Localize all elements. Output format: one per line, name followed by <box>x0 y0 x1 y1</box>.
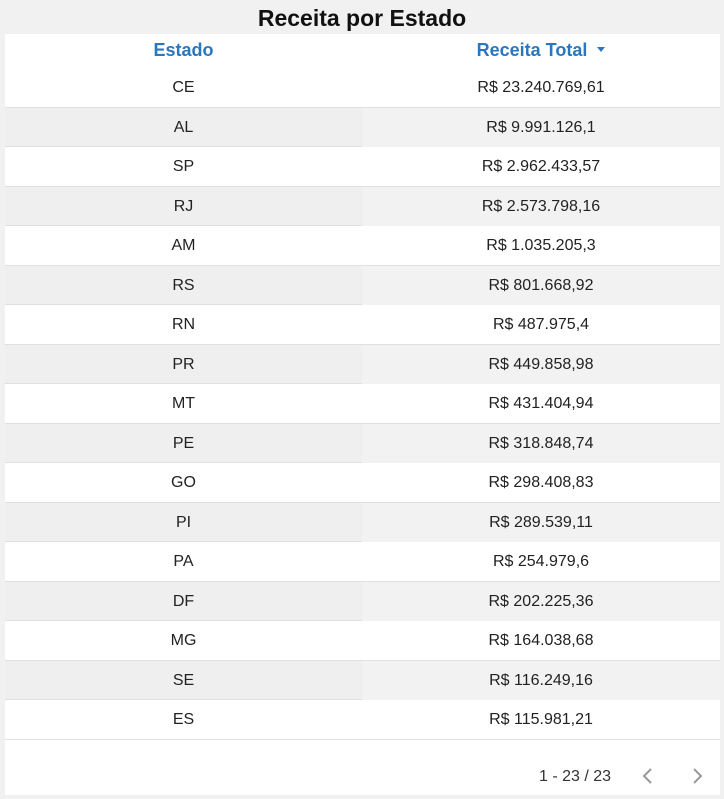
cell-receita-total: R$ 298.408,83 <box>488 474 594 491</box>
table-row <box>5 147 720 187</box>
table-row <box>5 424 720 464</box>
cell-estado: MG <box>170 632 197 649</box>
cell-receita-total: R$ 801.668,92 <box>362 266 720 305</box>
table-row <box>5 700 720 740</box>
cell-receita-total: R$ 487.975,4 <box>492 316 590 333</box>
cell-estado: MT <box>171 395 196 412</box>
chevron-right-icon <box>685 764 709 788</box>
table-row <box>5 582 720 622</box>
cell-estado: AL <box>173 118 194 136</box>
chart-title: Receita por Estado <box>257 5 467 31</box>
table-row <box>5 661 720 701</box>
sort-descending-icon[interactable] <box>597 47 605 52</box>
chevron-left-icon <box>636 764 660 788</box>
table-row <box>5 305 720 345</box>
table-header <box>5 34 720 68</box>
cell-estado: PI <box>175 513 192 531</box>
pagination-label: 1 - 23 / 23 <box>538 768 612 785</box>
cell-estado: CE <box>172 79 195 96</box>
cell-receita-total: R$ 2.962.433,57 <box>481 158 601 175</box>
table-body <box>5 68 720 740</box>
cell-receita-total: R$ 318.848,74 <box>362 424 720 463</box>
cell-receita-total: R$ 254.979,6 <box>492 553 590 570</box>
table-row <box>5 266 720 306</box>
cell-estado: PA <box>173 553 194 570</box>
cell-receita-total: R$ 116.249,16 <box>362 661 720 700</box>
cell-receita-total: R$ 1.035.205,3 <box>486 237 596 254</box>
table-row <box>5 108 720 148</box>
table-row <box>5 463 720 503</box>
cell-receita-total: R$ 164.038,68 <box>488 632 594 649</box>
cell-receita-total: R$ 115.981,21 <box>489 711 593 728</box>
table-row <box>5 226 720 266</box>
table-footer <box>5 758 720 795</box>
cell-receita-total: R$ 202.225,36 <box>362 582 720 621</box>
cell-estado: SE <box>172 671 195 689</box>
cell-estado: AM <box>171 237 196 254</box>
cell-estado: RS <box>172 276 195 294</box>
table-row <box>5 384 720 424</box>
cell-estado: SP <box>172 158 195 175</box>
cell-receita-total: R$ 9.991.126,1 <box>362 108 720 147</box>
column-header-receita-total[interactable] <box>362 34 720 66</box>
cell-estado: RN <box>171 316 196 333</box>
cell-receita-total: R$ 449.858,98 <box>362 345 720 384</box>
table-row <box>5 503 720 543</box>
cell-receita-total: R$ 431.404,94 <box>488 395 594 412</box>
table-row <box>5 187 720 227</box>
table-row <box>5 542 720 582</box>
cell-estado: RJ <box>173 197 194 215</box>
cell-receita-total: R$ 289.539,11 <box>362 503 720 542</box>
table-row <box>5 345 720 385</box>
cell-estado: ES <box>172 711 195 728</box>
column-header-receita-label: Receita Total <box>476 40 588 60</box>
table-row <box>5 621 720 661</box>
table-row <box>5 68 720 108</box>
cell-estado: GO <box>171 474 196 491</box>
cell-estado: PE <box>172 434 195 452</box>
cell-estado: DF <box>172 592 195 610</box>
column-header-estado[interactable]: Estado <box>153 40 214 60</box>
table-panel <box>5 34 720 795</box>
cell-receita-total: R$ 23.240.769,61 <box>477 79 605 96</box>
cell-receita-total: R$ 2.573.798,16 <box>362 187 720 226</box>
cell-estado: PR <box>172 355 195 373</box>
next-page-button[interactable] <box>685 764 709 788</box>
previous-page-button[interactable] <box>636 764 660 788</box>
